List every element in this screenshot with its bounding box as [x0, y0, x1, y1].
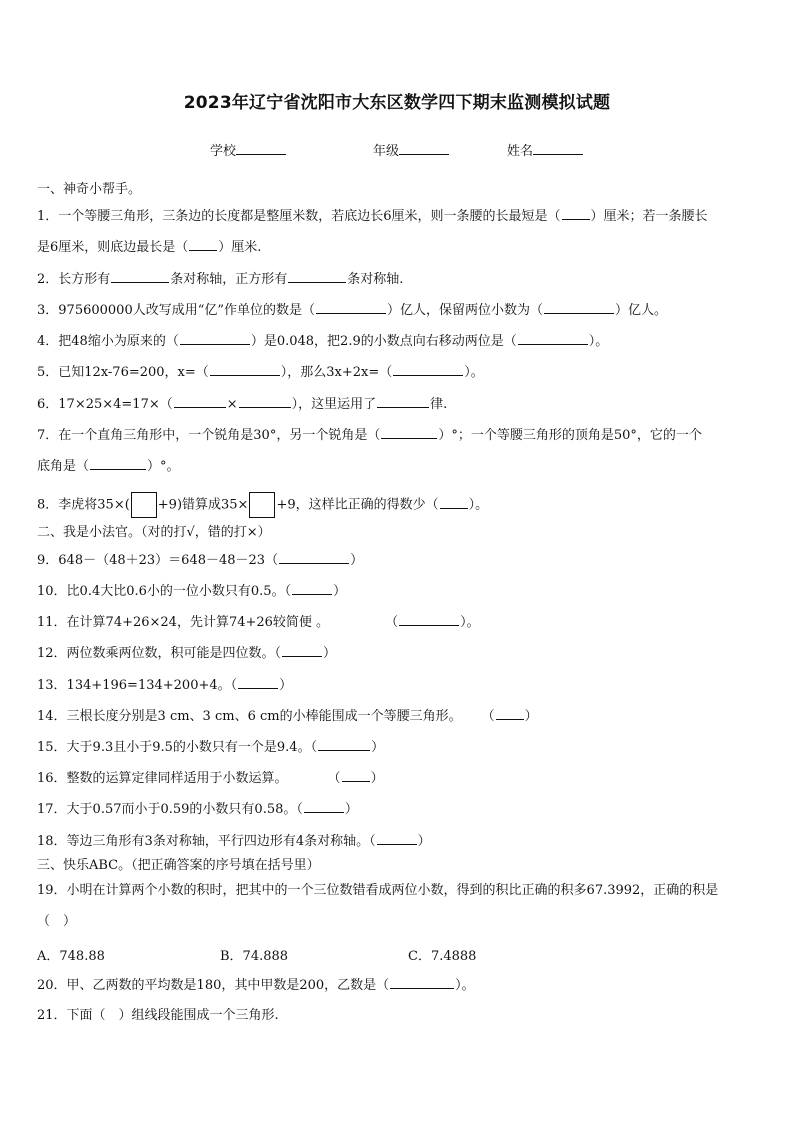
q7-text-a: 7．在一个直角三角形中，一个锐角是30°，另一个锐角是（	[37, 428, 381, 443]
q18-text-b: ）	[417, 834, 431, 849]
q4-blank-1[interactable]	[180, 332, 250, 345]
question-6	[37, 395, 447, 414]
q19-text-a: 19．小明在计算两个小数的积时，把其中的一个三位数错看成两位小数，得到的积比正确的积多67.3992，正确的积是	[37, 883, 719, 898]
question-11	[37, 613, 480, 632]
name-blank[interactable]	[533, 142, 583, 155]
question-15	[37, 738, 384, 757]
q19-choice-b[interactable]: B．74.888	[220, 949, 289, 964]
q3-text-c: ）亿人。	[615, 303, 668, 318]
q10-text-b: ）	[333, 584, 347, 599]
question-1-cont	[37, 238, 261, 257]
q2-blank-1[interactable]	[111, 270, 169, 283]
q21-text-a: 21．下面（ ）组线段能围成一个三角形.	[37, 1008, 279, 1023]
q2-blank-2[interactable]	[288, 270, 346, 283]
q9-blank[interactable]	[279, 551, 349, 564]
q8-text-d: ）。	[468, 497, 489, 513]
q8-text-b: +9)错算成35×	[157, 497, 249, 513]
q12-text-b: ）	[323, 646, 337, 661]
q1-text-a: 1．一个等腰三角形，三条边的长度都是整厘米数，若底边长6厘米，则一条腰的长最短是（	[37, 209, 561, 224]
q1-blank-1[interactable]	[562, 207, 590, 220]
q8-box-2[interactable]	[249, 492, 275, 518]
school-blank[interactable]	[236, 142, 286, 155]
question-19	[37, 882, 718, 900]
q8-blank[interactable]	[440, 496, 468, 509]
q12-text-a: 12．两位数乘两位数，积可能是四位数。（	[37, 646, 282, 661]
q4-text-c: ）。	[588, 334, 609, 349]
q1-text-c: 是6厘米，则底边最长是（	[37, 240, 189, 255]
name-label: 姓名	[507, 144, 534, 159]
q11-text-c: ）。	[460, 615, 480, 630]
q4-blank-2[interactable]	[518, 332, 588, 345]
q20-blank[interactable]	[390, 976, 454, 989]
q5-blank-2[interactable]	[393, 363, 463, 376]
q4-text-a: 4．把48缩小为原来的（	[37, 334, 179, 349]
q9-text-a: 9．648－（48＋23）＝648－48－23（	[37, 553, 279, 568]
q5-text-a: 5．已知12x-76=200，x=（	[37, 365, 209, 380]
q7-text-b: ）°；一个等腰三角形的顶角是50°，它的一个	[438, 428, 702, 443]
question-2	[37, 270, 403, 289]
q11-blank[interactable]	[399, 613, 459, 626]
q16-text-b: （	[327, 771, 341, 786]
q16-text-c: ）	[370, 771, 384, 786]
q9-text-b: ）	[350, 553, 364, 568]
school-field[interactable]	[210, 140, 286, 159]
question-13	[37, 676, 292, 695]
question-8	[37, 492, 488, 518]
q6-text-b: ×	[226, 397, 238, 412]
q16-text-a: 16．整数的运算定律同样适用于小数运算。	[37, 771, 288, 786]
question-5	[37, 363, 484, 382]
q11-text-b: （	[385, 615, 399, 630]
grade-field[interactable]	[373, 140, 449, 159]
q8-text-a: 8．李虎将35×(	[37, 497, 130, 513]
question-20	[37, 976, 475, 995]
q3-blank-2[interactable]	[544, 301, 614, 314]
question-4	[37, 332, 608, 351]
q1-text-d: ）厘米.	[218, 240, 262, 255]
q6-text-c: ），这里运用了	[291, 397, 377, 412]
q6-text-a: 6．17×25×4=17×（	[37, 397, 173, 412]
q18-blank[interactable]	[377, 832, 417, 845]
q6-blank-1[interactable]	[174, 395, 226, 408]
q7-blank-1[interactable]	[381, 426, 437, 439]
q5-text-b: ），那么3x+2x=（	[280, 365, 393, 380]
q4-text-b: ）是0.048，把2.9的小数点向右移动两位是（	[250, 334, 517, 349]
q14-text-b: （	[481, 709, 495, 724]
school-label: 学校	[210, 144, 237, 159]
question-19-cont	[37, 913, 76, 931]
section-3-heading: 三、快乐ABC。（把正确答案的序号填在括号里）	[37, 858, 320, 873]
q13-text-a: 13．134+196=134+200+4。（	[37, 678, 238, 693]
q13-blank[interactable]	[238, 676, 278, 689]
question-1	[37, 207, 708, 226]
question-17	[37, 800, 358, 819]
q18-text-a: 18．等边三角形有3条对称轴，平行四边形有4条对称轴。（	[37, 834, 376, 849]
question-21	[37, 1007, 279, 1025]
question-9	[37, 551, 363, 570]
q7-text-c: 底角是（	[37, 459, 90, 474]
q10-text-a: 10．比0.4大比0.6小的一位小数只有0.5。（	[37, 584, 292, 599]
section-2-heading: 二、我是小法官。（对的打√，错的打×）	[37, 525, 271, 540]
question-14	[37, 707, 538, 726]
q12-blank[interactable]	[282, 644, 322, 657]
grade-blank[interactable]	[399, 142, 449, 155]
q3-text-a: 3．975600000人改写成用“亿”作单位的数是（	[37, 303, 316, 318]
q3-blank-1[interactable]	[316, 301, 386, 314]
question-16	[37, 769, 384, 788]
q10-blank[interactable]	[292, 582, 332, 595]
q1-text-b: ）厘米；若一条腰长	[590, 209, 708, 224]
q8-box-1[interactable]	[131, 492, 157, 518]
q2-text-b: 条对称轴，正方形有	[170, 272, 288, 287]
q2-text-c: 条对称轴.	[347, 272, 404, 287]
q11-text-a: 11．在计算74+26×24，先计算74+26较简便 。	[37, 615, 330, 630]
q2-text-a: 2．长方形有	[37, 272, 111, 287]
q16-blank[interactable]	[342, 769, 370, 782]
q20-text-a: 20．甲、乙两数的平均数是180，其中甲数是200，乙数是（	[37, 978, 390, 993]
q1-blank-2[interactable]	[189, 238, 217, 251]
q15-text-b: ）	[371, 740, 385, 755]
q19-answer-paren[interactable]: （ ）	[37, 914, 77, 929]
q15-blank[interactable]	[318, 738, 370, 751]
question-12	[37, 644, 336, 663]
q17-text-b: ）	[344, 802, 358, 817]
q6-text-d: 律.	[430, 397, 448, 412]
question-7-cont	[37, 457, 180, 476]
section-1-heading: 一、神奇小帮手。	[37, 182, 142, 197]
q19-choice-a[interactable]: A．748.88	[37, 949, 105, 964]
q19-choice-c[interactable]: C．7.4888	[408, 949, 477, 964]
q14-text-c: ）	[524, 709, 538, 724]
q14-text-a: 14．三根长度分别是3 cm、3 cm、6 cm的小棒能围成一个等腰三角形。	[37, 709, 462, 724]
page-title: 2023年辽宁省沈阳市大东区数学四下期末监测模拟试题	[183, 93, 611, 113]
q8-text-c: +9，这样比正确的得数少（	[276, 497, 439, 513]
q15-text-a: 15．大于9.3且小于9.5的小数只有一个是9.4。（	[37, 740, 318, 755]
q5-text-c: ）。	[464, 365, 484, 380]
q7-blank-2[interactable]	[90, 457, 146, 470]
q17-text-a: 17．大于0.57而小于0.59的小数只有0.58。（	[37, 802, 303, 817]
q3-text-b: ）亿人，保留两位小数为（	[387, 303, 544, 318]
question-3	[37, 301, 667, 320]
q6-blank-2[interactable]	[239, 395, 291, 408]
q14-blank[interactable]	[496, 707, 524, 720]
q6-blank-3[interactable]	[377, 395, 429, 408]
question-7	[37, 426, 702, 445]
grade-label: 年级	[373, 144, 400, 159]
q13-text-b: ）	[279, 678, 293, 693]
name-field[interactable]	[507, 140, 583, 159]
q20-text-b: ）。	[455, 978, 475, 993]
question-10	[37, 582, 346, 601]
question-18	[37, 832, 431, 851]
q5-blank-1[interactable]	[210, 363, 280, 376]
q17-blank[interactable]	[304, 800, 344, 813]
q7-text-d: ）°。	[147, 459, 180, 474]
